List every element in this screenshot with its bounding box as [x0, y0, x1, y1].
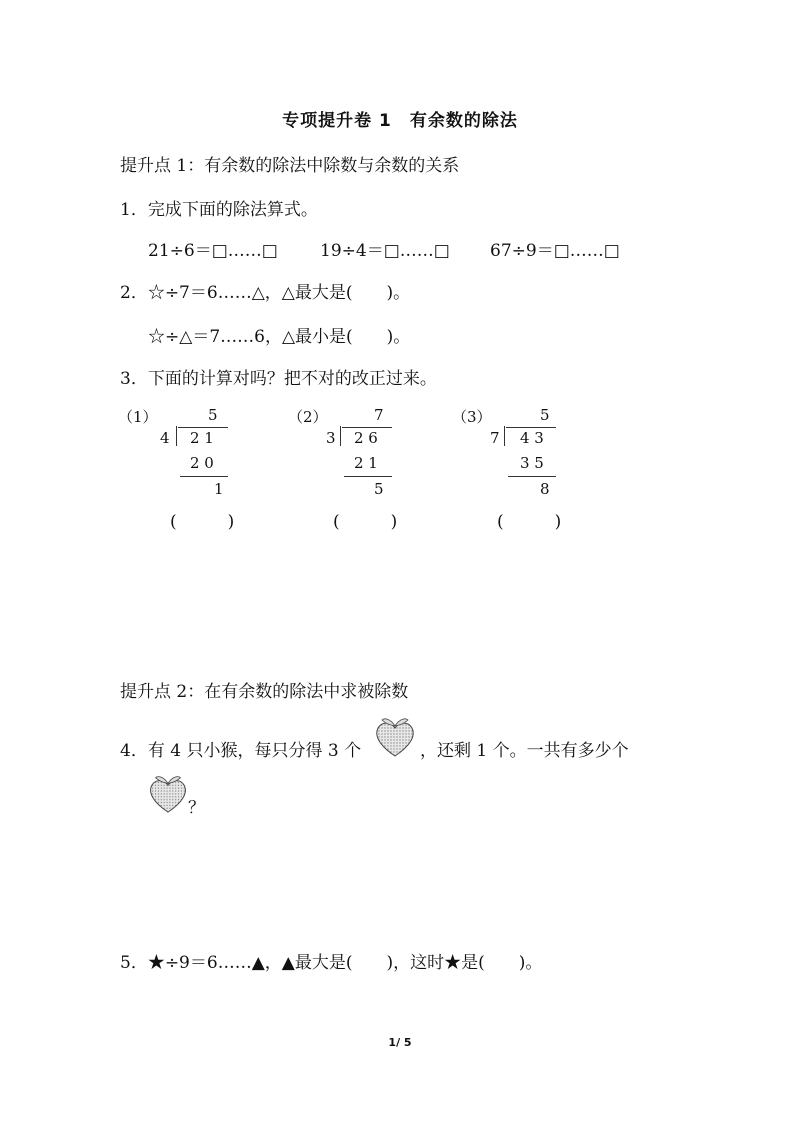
problem-label: （2） — [288, 408, 328, 426]
subtraction-line — [344, 476, 392, 477]
answer-blank-1[interactable]: ( ) — [170, 512, 235, 532]
dividend: 2 1 — [190, 429, 214, 447]
subtraction-line — [508, 476, 556, 477]
quotient: 5 — [208, 406, 218, 424]
remainder: 8 — [540, 480, 550, 498]
question-4-part-2: ，还剩 1 个。一共有多少个 — [420, 741, 629, 761]
section-heading-2: 提升点 2：在有余数的除法中求被除数 — [120, 682, 409, 702]
question-1: 1．完成下面的除法算式。 — [120, 200, 318, 220]
product: 2 0 — [190, 454, 214, 472]
divisor: 3 — [326, 429, 336, 447]
answer-blank-3[interactable]: ( ) — [497, 512, 562, 532]
dividend: 2 6 — [354, 429, 378, 447]
page-number: 1/ 5 — [388, 1036, 412, 1049]
q1-item-3: 67÷9＝□……□ — [490, 241, 620, 261]
product: 3 5 — [520, 454, 544, 472]
division-bar — [342, 427, 392, 428]
question-2-line-2: ☆÷△＝7……6，△最小是( )。 — [148, 327, 411, 347]
product: 2 1 — [354, 454, 378, 472]
division-bar — [178, 427, 228, 428]
division-bar — [506, 427, 556, 428]
q1-item-1: 21÷6＝□……□ — [148, 241, 278, 261]
division-bracket — [340, 426, 341, 446]
division-bracket — [504, 426, 505, 446]
peach-icon — [146, 770, 190, 816]
peach-icon — [372, 712, 418, 760]
question-4-part-1: 4．有 4 只小猴，每只分得 3 个 — [120, 741, 362, 761]
division-problem-2 — [288, 404, 398, 504]
subtraction-line — [180, 476, 228, 477]
remainder: 5 — [374, 480, 384, 498]
remainder: 1 — [214, 480, 224, 498]
division-problem-3 — [452, 404, 562, 504]
division-bracket — [176, 426, 177, 446]
division-problem-1 — [118, 404, 228, 504]
quotient: 5 — [540, 406, 550, 424]
question-5: 5．★÷9＝6……▲，▲最大是( )，这时★是( )。 — [120, 953, 543, 973]
question-4-part-3: ？ — [188, 798, 205, 818]
q1-item-2: 19÷4＝□……□ — [320, 241, 450, 261]
quotient: 7 — [374, 406, 384, 424]
section-heading-1: 提升点 1：有余数的除法中除数与余数的关系 — [120, 156, 460, 176]
problem-label: （1） — [118, 408, 158, 426]
question-3: 3．下面的计算对吗？把不对的改正过来。 — [120, 369, 437, 389]
dividend: 4 3 — [520, 429, 544, 447]
answer-blank-2[interactable]: ( ) — [333, 512, 398, 532]
divisor: 4 — [160, 429, 170, 447]
page-title: 专项提升卷 1 有余数的除法 — [282, 111, 518, 131]
question-2-line-1: 2．☆÷7＝6……△，△最大是( )。 — [120, 283, 411, 303]
divisor: 7 — [490, 429, 500, 447]
problem-label: （3） — [452, 408, 492, 426]
